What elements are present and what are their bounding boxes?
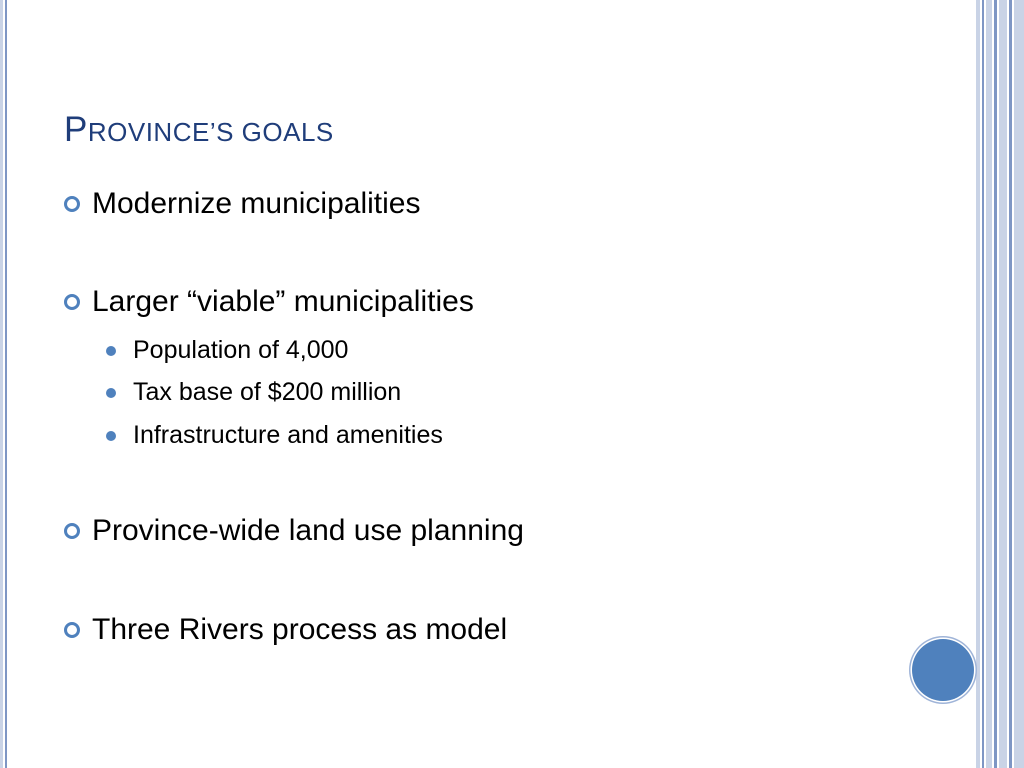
- dot-bullet-icon: [106, 346, 116, 356]
- bullet-text: Modernize municipalities: [92, 187, 421, 220]
- bullet-item: [64, 514, 524, 548]
- ring-bullet-icon: [64, 294, 80, 310]
- stripe: [1014, 0, 1024, 768]
- title-rest: ROVINCE’S GOALS: [87, 117, 334, 147]
- left-border-line-inner: [5, 0, 7, 768]
- stripe: [976, 0, 980, 768]
- ring-bullet-icon: [64, 196, 80, 212]
- stripe: [994, 0, 997, 768]
- ring-bullet-icon: [64, 523, 80, 539]
- sub-bullet-item: [106, 378, 401, 407]
- left-border-line: [0, 0, 3, 768]
- ring-bullet-icon: [64, 622, 80, 638]
- decorative-circle: [912, 639, 974, 701]
- sub-bullet-item: [106, 421, 443, 450]
- bullet-text: Three Rivers process as model: [92, 613, 508, 646]
- sub-bullet-text: Population of 4,000: [133, 336, 349, 364]
- bullet-item: [64, 187, 420, 221]
- bullet-text: Larger “viable” municipalities: [92, 285, 474, 318]
- stripe: [986, 0, 992, 768]
- bullet-item: [64, 613, 507, 647]
- title-first-letter: P: [64, 110, 88, 149]
- bullet-text: Province-wide land use planning: [92, 514, 524, 547]
- slide-title: [64, 110, 334, 150]
- dot-bullet-icon: [106, 431, 116, 441]
- stripe: [1009, 0, 1012, 768]
- sub-bullet-text: Tax base of $200 million: [133, 378, 402, 406]
- dot-bullet-icon: [106, 388, 116, 398]
- right-decorative-stripes: [976, 0, 1024, 768]
- sub-bullet-item: [106, 336, 348, 365]
- stripe: [999, 0, 1007, 768]
- sub-bullet-text: Infrastructure and amenities: [133, 421, 443, 449]
- bullet-item: [64, 285, 474, 319]
- stripe: [982, 0, 984, 768]
